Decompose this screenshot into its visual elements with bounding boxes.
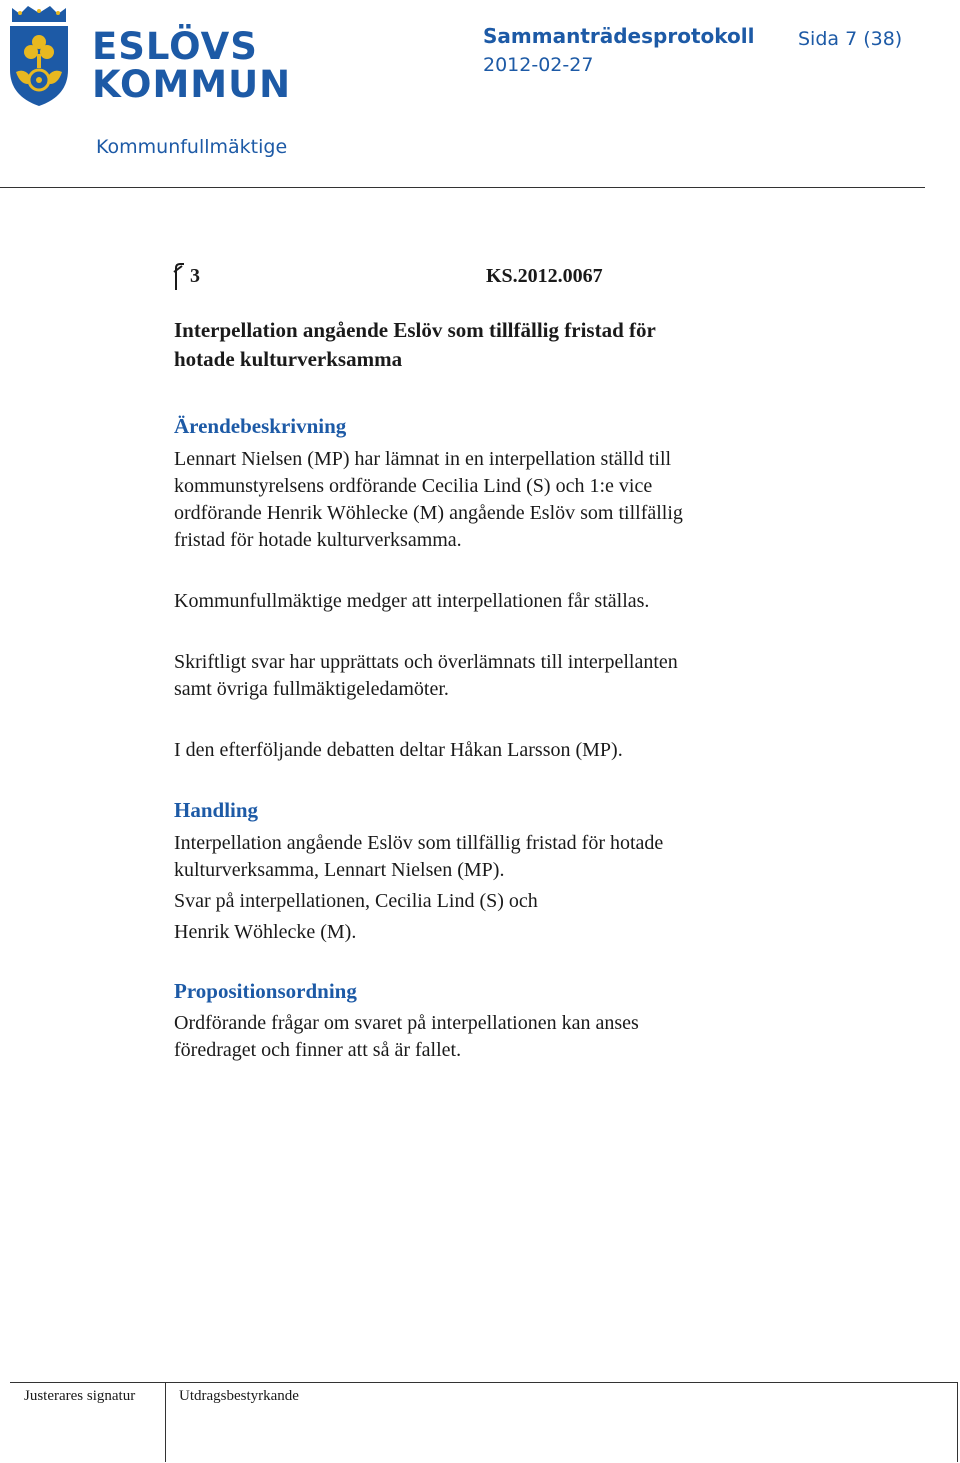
page-number: Sida 7 (38) [798,28,903,50]
extract-certification-box [165,1383,958,1462]
text-line: I den efterföljande debatten deltar Håkan Larsson (MP). [174,739,623,761]
arendebeskrivning-paragraph-3 [174,649,794,703]
case-number: KS.2012.0067 [486,265,603,287]
extract-label: Utdragsbestyrkande [179,1388,299,1404]
logo-line-1: ESLÖVS [92,25,258,68]
text-line: samt övriga fullmäktigeledamöter. [174,678,449,700]
text-line: Svar på interpellationen, Cecilia Lind (S) och [174,890,538,912]
propositionsordning-heading: Propositionsordning [174,979,357,1003]
arendebeskrivning-block [174,413,794,440]
propositionsordning-paragraph [174,1010,794,1064]
meeting-date: 2012-02-27 [483,54,594,76]
text-line: föredraget och finner att så är fallet. [174,1039,462,1061]
text-line: Henrik Wöhlecke (M). [174,921,357,943]
section-number: 3 [190,265,200,287]
propositionsordning-block [174,978,794,1005]
handling-heading: Handling [174,798,259,822]
text-line: Lennart Nielsen (MP) har lämnat in en interpellation ställd till [174,448,672,470]
header-divider [0,187,925,188]
arendebeskrivning-paragraph-2 [174,588,794,615]
handling-block [174,797,794,824]
text-line: Ordförande frågar om svaret på interpellationen kan anses [174,1012,639,1034]
text-line: fristad för hotade kulturverksamma. [174,529,462,551]
signature-label: Justerares signatur [24,1388,136,1404]
document-type: Sammanträdesprotokoll [483,24,755,48]
item-title-line-2: hotade kulturverksamma [174,347,403,371]
item-title [174,316,794,374]
handling-list [174,830,794,946]
text-line: Interpellation angående Eslöv som tillfällig fristad för hotade [174,832,664,854]
text-line: kulturverksamma, Lennart Nielsen (MP). [174,859,505,881]
logo-wordmark [92,25,292,106]
eslov-coat-of-arms-logo [6,4,72,108]
arendebeskrivning-heading: Ärendebeskrivning [174,414,347,438]
logo-line-2: KOMMUN [92,63,292,106]
text-line: kommunstyrelsens ordförande Cecilia Lind (S) och 1:e vice [174,475,653,497]
text-line: Kommunfullmäktige medger att interpellationen får ställas. [174,590,650,612]
governing-body: Kommunfullmäktige [96,136,288,158]
signature-box [10,1383,166,1462]
signature-footer [10,1382,958,1462]
text-line: ordförande Henrik Wöhlecke (M) angående Eslöv som tillfällig [174,502,683,524]
text-line: Skriftligt svar har upprättats och överlämnats till interpellanten [174,651,678,673]
item-title-line-1: Interpellation angående Eslöv som tillfällig fristad för [174,318,656,342]
arendebeskrivning-paragraph-1 [174,446,794,554]
arendebeskrivning-paragraph-4 [174,737,794,764]
